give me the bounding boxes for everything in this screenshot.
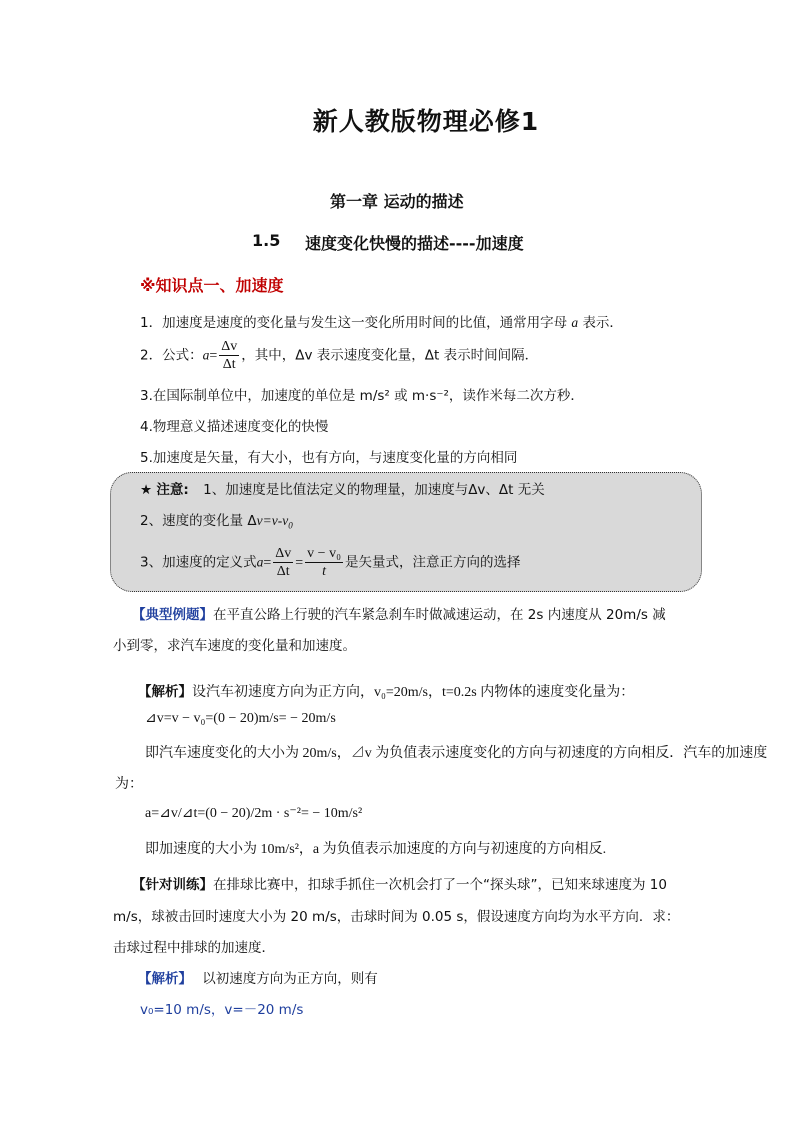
point-2 [140, 338, 538, 373]
note-item-2-sub: 0 [288, 520, 293, 531]
solution-tag: 【解析】 [138, 684, 192, 700]
solution2-line-2: v₀=10 m/s，v=－20 m/s [140, 1002, 304, 1018]
solution2-tag: 【解析】 [138, 971, 192, 987]
note-item-3-eq2: = [295, 555, 304, 571]
note-item-3-a: 3、加速度的定义式 [140, 554, 257, 571]
solution-line-4: 为： [115, 777, 143, 792]
point-1-var: a [571, 315, 579, 330]
solution-text-1: 设汽车初速度方向为正方向，v₀=20m/s，t=0.2s 内物体的速度变化量为： [192, 685, 635, 700]
star-icon: ★ [140, 482, 153, 498]
training-tag: 【针对训练】 [132, 877, 213, 893]
point-1 [140, 311, 623, 331]
note-item-2-b: v=v-v [256, 513, 289, 528]
fraction-numerator: v − v₀ [307, 546, 341, 561]
note-label: 注意: [156, 482, 189, 498]
solution-line-5: a=⊿v/⊿t=(0 − 20)/2m · s⁻²= − 10m/s² [145, 806, 363, 821]
example-tag: 【典型例题】 [132, 607, 213, 623]
example-text-1: 在平直公路上行驶的汽车紧急刹车时做减速运动，在 2s 内速度从 20m/s 减 [213, 607, 666, 623]
section-title: 速度变化快慢的描述----加速度 [305, 234, 524, 253]
example-line-1 [132, 603, 666, 623]
note-item-1: 1、加速度是比值法定义的物理量，加速度与Δv、Δt 无关 [203, 482, 545, 498]
fraction-denominator: Δt [276, 564, 290, 579]
note-item-2-a: 2、速度的变化量 Δ [140, 513, 257, 529]
note-line-3 [140, 545, 520, 580]
solution2-line-1 [138, 967, 378, 987]
note-line-1 [140, 478, 545, 498]
solution-line-6: 即加速度的大小为 10m/s²，a 为负值表示加速度的方向与初速度的方向相反. [145, 842, 607, 857]
point-2-text-b: ，其中，Δv 表示速度变化量，Δt 表示时间间隔． [241, 347, 539, 364]
fraction-denominator: t [322, 564, 326, 579]
point-2-label: 2．公式： [140, 347, 203, 364]
note-item-3-var: a [256, 554, 264, 570]
fraction-denominator: Δt [222, 357, 236, 372]
point-5: 5.加速度是矢量，有大小，也有方向，与速度变化量的方向相同 [140, 450, 518, 466]
chapter-heading: 第一章 运动的描述 [330, 192, 464, 211]
section-number: 1.5 [252, 231, 281, 250]
training-line-2: m/s，球被击回时速度大小为 20 m/s，击球时间为 0.05 s，假设速度方向均为水平方向．求： [113, 909, 680, 925]
point-3: 3.在国际制单位中，加速度的单位是 m/s² 或 m·s⁻²，读作米每二次方秒． [140, 388, 584, 404]
document-title: 新人教版物理必修1 [312, 107, 540, 136]
knowledge-heading: ※知识点一、加速度 [140, 276, 284, 295]
point-2-var: a [202, 347, 210, 363]
solution2-text-1: 以初速度方向为正方向，则有 [202, 971, 378, 987]
solution-line-1 [138, 680, 634, 701]
point-1-text-b: 表示． [582, 315, 623, 331]
point-1-text-a: 1．加速度是速度的变化量与发生这一变化所用时间的比值，通常用字母 [140, 315, 568, 331]
example-line-2: 小到零，求汽车速度的变化量和加速度。 [113, 638, 356, 654]
fraction-numerator: Δv [275, 546, 292, 561]
formula-fraction [219, 338, 239, 373]
training-text-1: 在排球比赛中，扣球手抓住一次机会打了一个“探头球”，已知来球速度为 10 [213, 877, 667, 893]
note-item-3-eq1: = [263, 555, 272, 571]
training-line-1 [132, 873, 667, 893]
definition-fraction-1 [273, 545, 293, 580]
definition-fraction-2 [305, 545, 343, 580]
point-4: 4.物理意义描述速度变化的快慢 [140, 419, 329, 435]
point-2-eq: = [209, 348, 218, 364]
fraction-numerator: Δv [221, 339, 238, 354]
solution-line-2: ⊿v=v − v₀=(0 − 20)m/s= − 20m/s [145, 711, 336, 726]
training-line-3: 击球过程中排球的加速度． [113, 940, 275, 956]
note-line-2 [140, 509, 293, 531]
note-item-3-b: 是矢量式，注意正方向的选择 [344, 554, 521, 571]
solution-line-3: 即汽车速度变化的大小为 20m/s，⊿v 为负值表示速度变化的方向与初速度的方向相反．汽车的加速度 [145, 746, 768, 761]
